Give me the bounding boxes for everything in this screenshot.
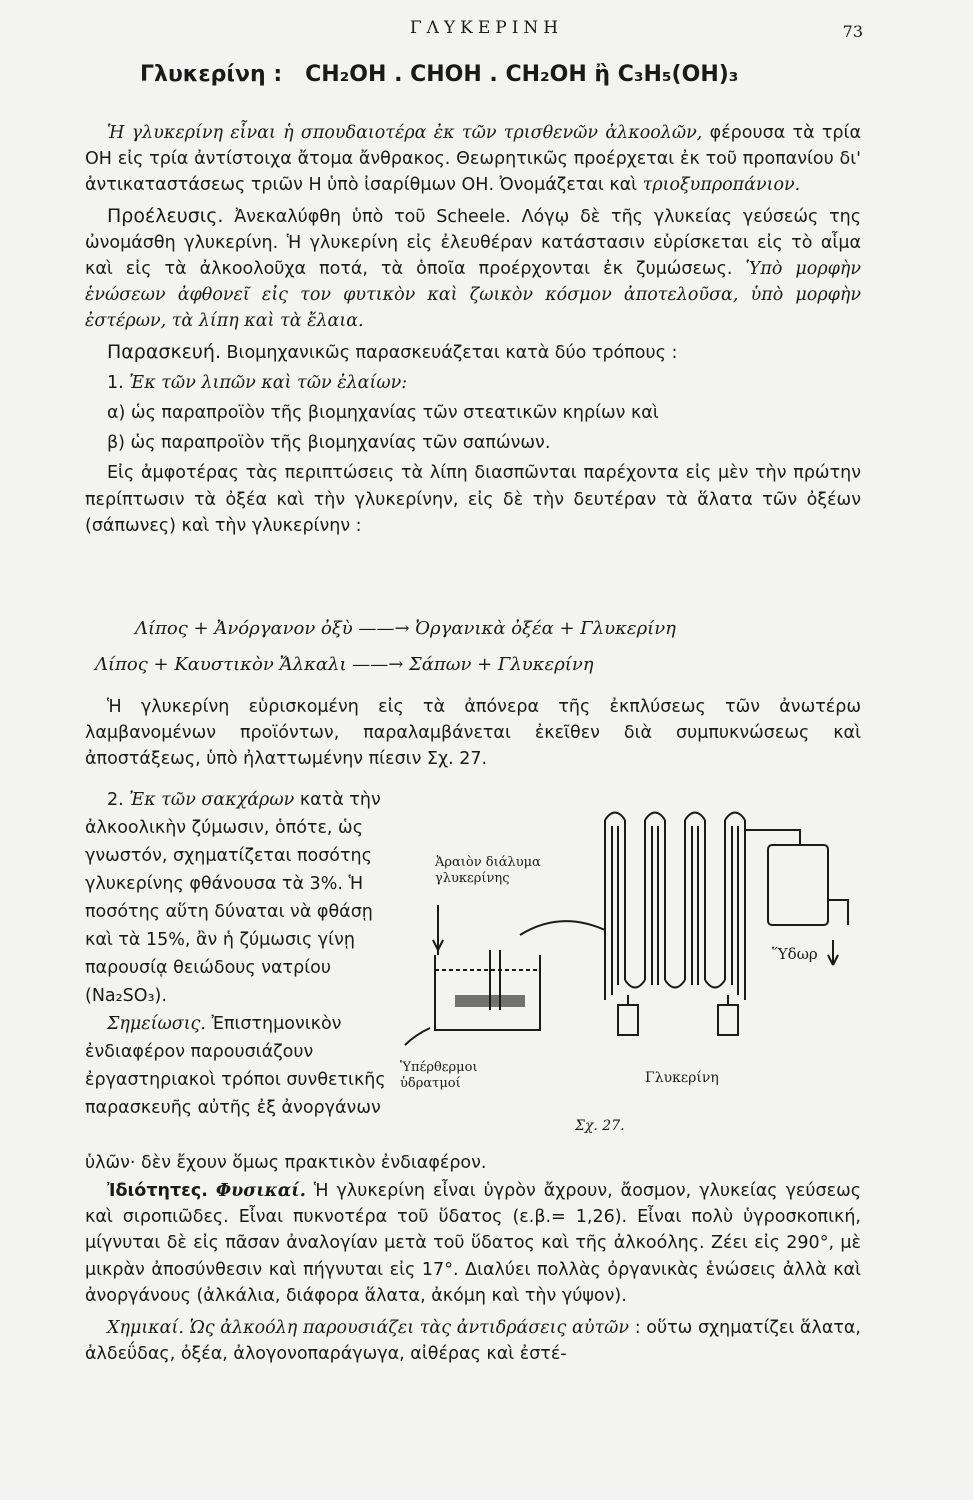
intro-paragraph bbox=[85, 120, 861, 199]
recovery-paragraph: Ἡ γλυκερίνη εὑρισκομένη εἰς τὰ ἀπόνερα τῆς ἐκπλύσεως τῶν ἀνωτέρω λαμβανομένων προϊόντων, παραλαμβάνεται ἐκεῖθεν διὰ συμπυκνώσεως καὶ ἀποστάξεως, ὑπὸ ἠλαττωμένην πίεσιν Σχ. 27. bbox=[85, 697, 861, 770]
item-2-number: 2. bbox=[107, 790, 124, 810]
figure-27 bbox=[400, 790, 870, 1150]
recovery-block bbox=[85, 694, 861, 773]
split-paragraph: Εἰς ἀμφοτέρας τὰς περιπτώσεις τὰ λίπη διασπῶνται παρέχοντα εἰς μὲν τὴν πρώτην περίπτωσιν τὰ ὀξέα καὶ τὴν γλυκερίνην, εἰς δὲ τὴν δευτέραν τὰ ἅλατα τῶν ὀξέων (σάπωνες) καὶ τὴν γλυκερίνην : bbox=[85, 463, 861, 536]
properties-heading: Ἰδιότητες. bbox=[107, 1181, 208, 1201]
upper-text-block bbox=[85, 120, 861, 539]
item-1 bbox=[85, 370, 861, 396]
sub-item-a: α) ὡς παραπροϊὸν τῆς βιομηχανίας τῶν στεατικῶν κηρίων καὶ bbox=[107, 403, 659, 424]
figure-caption: Σχ. 27. bbox=[575, 1118, 625, 1134]
origin-text: Ἀνεκαλύφθη ὑπὸ τοῦ Scheele. Λόγῳ δὲ τῆς γλυκείας γεύσεώς της ὠνομάσθη γλυκερίνη. Ἡ γλυκερίνη εἰς ἐλευθέραν κατάστασιν εὑρίσκεται εἰς τὸ αἷμα καὶ εἰς τὰ ἀλκοολοῦχα ποτά, τὰ ὁποῖα προέρχονται ἐκ ζυμώσεως. bbox=[85, 206, 861, 280]
page-number: 73 bbox=[842, 22, 863, 41]
running-title: ΓΛΥΚΕΡΙΝΗ bbox=[409, 18, 564, 38]
note-text: Ἐπιστημονικὸν ἐνδιαφέρον παρουσιάζουν ἐργαστηριακοὶ τρόποι συνθετικῆς παρασκευῆς αὐτῆς ἐξ ἀνοργάνων bbox=[85, 1014, 386, 1118]
sub-item-b: β) ὡς παραπροϊὸν τῆς βιομηχανίας τῶν σαπώνων. bbox=[107, 433, 551, 454]
section-title: Γλυκερίνη : CH₂OH . CHOH . CH₂OH ἢ C₃H₅(OH)₃ bbox=[140, 62, 739, 87]
physical-properties-paragraph bbox=[85, 1178, 861, 1309]
origin-italic: Ὑπὸ μορφὴν ἑνώσεων ἀφθονεῖ εἰς τον φυτικὸν καὶ ζωικὸν κόσμον ἀποτελοῦσα, ὑπὸ μορφὴν ἐστέρων, τὰ λίπη καὶ τὰ ἔλαια. bbox=[85, 259, 861, 332]
title-formula: CH₂OH . CHOH . CH₂OH ἢ C₃H₅(OH)₃ bbox=[305, 62, 739, 87]
item-2 bbox=[85, 786, 395, 1010]
sugar-column bbox=[85, 786, 395, 1122]
label-superheated-steam: Ὑπέρθερμοι ὑδρατμοί bbox=[400, 1060, 478, 1091]
origin-paragraph bbox=[85, 203, 861, 335]
label-water: Ὕδωρ bbox=[772, 945, 818, 963]
equation-acid: Λίπος + Ἀνόργανον ὀξὺ ——→ Ὀργανικὰ ὀξέα + Γλυκερίνη bbox=[135, 618, 676, 639]
chemical-text: : οὕτω σχηματίζει ἅλατα, ἀλδεΰδας, ὀξέα, ἀλογονοπαράγωγα, αἰθέρας καὶ ἐστέ- bbox=[85, 1318, 861, 1365]
label-glycerin: Γλυκερίνη bbox=[645, 1070, 719, 1086]
note-tail: ὑλῶν· δὲν ἔχουν ὅμως πρακτικὸν ἐνδιαφέρον. bbox=[85, 1153, 487, 1173]
item-1-title: Ἐκ τῶν λιπῶν καὶ τῶν ἐλαίων: bbox=[129, 372, 408, 393]
label-dilute-glycerin: Ἀραιὸν διάλυμα γλυκερίνης bbox=[435, 855, 541, 886]
item-2-title: Ἐκ τῶν σακχάρων bbox=[129, 790, 295, 810]
physical-text: Ἡ γλυκερίνη εἶναι ὑγρὸν ἄχρουν, ἄοσμον, γλυκείας γεύσεως καὶ σιροπιῶδες. Εἶναι πυκνοτέρα τοῦ ὕδατος (ε.β.= 1,26). Εἶναι πολὺ ὑγροσκοπική, μίγνυται δὲ εἰς πᾶσαν ἀναλογίαν μετὰ τοῦ ὕδατος καὶ τῆς ἀλκοόλης. Ζέει εἰς 290°, μὲ μικρὰν ἀποσύνθεσιν καὶ πήγνυται εἰς 17°. Διαλύει πολλὰς ὀργανικὰς ἑνώσεις ἀλλὰ καὶ ἀνοργάνους (ἀλκάλια, διάφορα ἅλατα, ἀκόμη καὶ τὴν γύψον). bbox=[85, 1181, 861, 1306]
item-1-number: 1. bbox=[107, 372, 124, 393]
equation-alkali: Λίπος + Καυστικὸν Ἄλκαλι ——→ Σάπων + Γλυκερίνη bbox=[95, 654, 594, 675]
title-label: Γλυκερίνη bbox=[140, 62, 266, 87]
note-paragraph bbox=[85, 1010, 395, 1122]
note-heading: Σημείωσις. bbox=[107, 1014, 206, 1034]
properties-block bbox=[85, 1178, 861, 1367]
origin-heading: Προέλευσις. bbox=[107, 204, 224, 227]
preparation-heading: Παρασκευή. bbox=[107, 340, 221, 363]
intro-italic: Ἡ γλυκερίνη εἶναι ἡ σπουδαιοτέρα ἐκ τῶν τρισθενῶν ἀλκοολῶν, bbox=[107, 123, 703, 143]
preparation-paragraph bbox=[85, 339, 861, 366]
note-tail-block bbox=[85, 1150, 861, 1176]
preparation-text: Βιομηχανικῶς παρασκευάζεται κατὰ δύο τρόπους : bbox=[220, 342, 678, 363]
item-2-text: κατὰ τὴν ἀλκοολικὴν ζύμωσιν, ὁπότε, ὡς γνωστόν, σχηματίζεται ποσότης γλυκερίνης φθάνουσα τὰ 3%. Ἡ ποσότης αὕτη δύναται νὰ φθάσῃ καὶ τὰ 15%, ἂν ἡ ζύμωσις γίνῃ παρουσίᾳ θειώδους νατρίου (Na₂SO₃). bbox=[85, 790, 381, 1006]
chemical-heading: Χημικαί. bbox=[107, 1318, 184, 1339]
intro-italic-name: τριοξυπροπάνιον. bbox=[642, 175, 801, 196]
physical-heading: Φυσικαί. bbox=[215, 1181, 306, 1201]
chemical-properties-paragraph bbox=[85, 1315, 861, 1367]
intro-text: φέρουσα τὰ τρία ΟΗ εἰς τρία ἀντίστοιχα ἄτομα ἄνθρακος. Θεωρητικῶς προέρχεται ἐκ τοῦ προπανίου δι' ἀντικαταστάσεως τριῶν Η ὑπὸ ἰσαρίθμων ΟΗ. Ὀνομάζεται καὶ bbox=[85, 123, 861, 196]
chemical-italic: Ὡς ἀλκοόλη παρουσιάζει τὰς ἀντιδράσεις αὐτῶν bbox=[189, 1318, 630, 1339]
